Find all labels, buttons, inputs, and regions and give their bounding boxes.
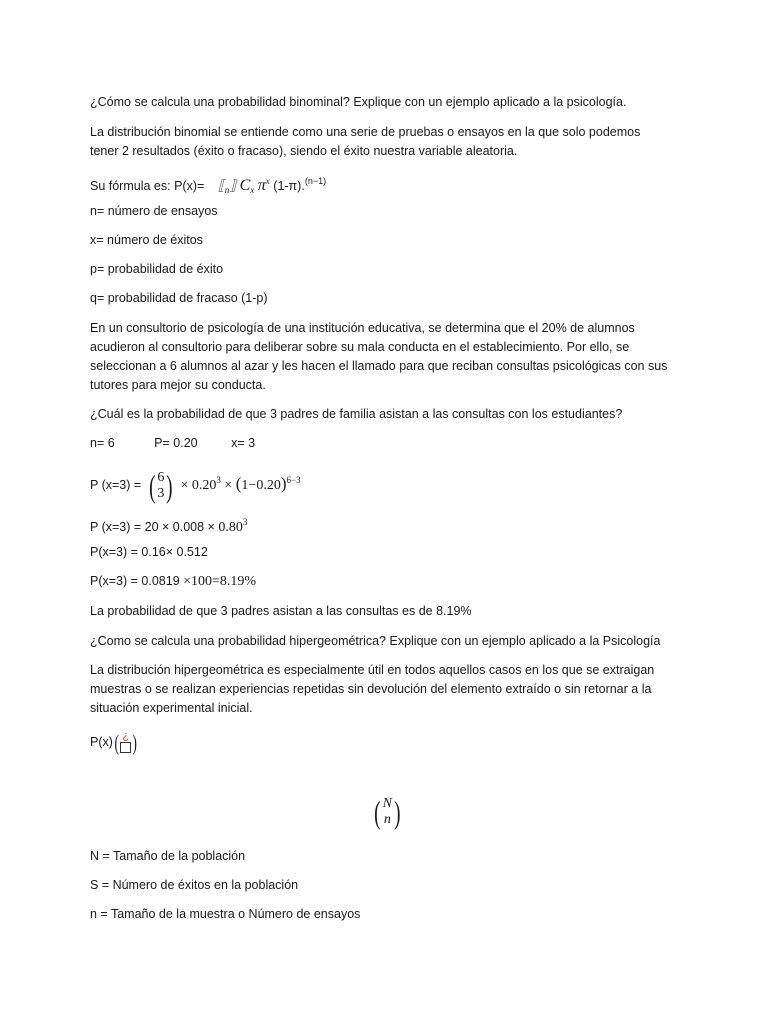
def-sample-size: n = Tamaño de la muestra o Número de ensayos <box>90 907 361 921</box>
def-population-size: N = Tamaño de la población <box>90 849 246 863</box>
calc-step-2: P $(x=3) = 20 \times 0.008 \times 0.80^3$ <box>90 517 248 535</box>
binomial-definition-line-2: tener 2 resultados (éxito o fracaso), siendo el éxito nuestra variable aleatoria. <box>90 144 518 158</box>
binomial-conclusion: La probabilidad de que 3 padres asistan a las consultas es de 8.19% <box>90 604 472 618</box>
hyper-definition-line-3: situación experimental inicial. <box>90 701 253 715</box>
question-hypergeometric-title: ¿Como se calcula una probabilidad hipergeométrica? Explique con un ejemplo aplicado a la Psicología <box>90 634 661 648</box>
example-line-1: En un consultorio de psicología de una institución educativa, se determina que el 20% de alumnos <box>90 321 635 335</box>
var-x-definition: x= número de éxitos <box>90 233 203 247</box>
formula-bracket-close: ⟧ <box>229 179 237 194</box>
formula-bracket-open: ⟦ <box>217 179 225 194</box>
missing-glyph-icon: ¿ <box>122 729 130 742</box>
calc-step-1: P (x=3) = ( 6 3 ) × $0.20^3 \times (1-0.20)^{6-3}$ <box>90 468 301 505</box>
var-p-definition: p= probabilidad de éxito <box>90 262 224 276</box>
example-line-2: acudieron al consultorio para deliberar sobre su mala conducta en el establecimiento. Por ello, se <box>90 340 630 354</box>
hyper-definition-line-2: muestras o se realizan experiencias repetidas sin devolución del elemento extraído o sin retornar a la <box>90 682 652 696</box>
population-sample-binomial: ( N n ) <box>374 794 401 830</box>
placeholder-box-icon <box>120 742 131 753</box>
example-line-4: tutores para mejor su conducta. <box>90 378 266 392</box>
hyper-formula: P(x)( ¿ ) <box>90 729 138 755</box>
binomial-coefficient: ( 6 3 ) <box>148 468 173 505</box>
example-parameters: n= 6 P= 0.20 x= 3 <box>90 436 256 450</box>
example-line-3: seleccionan a 6 alumnos al azar y les hacen el llamado para que reciban consultas psicológicas con sus <box>90 359 668 373</box>
calc-step-4: P(x=3) = 0.0819 ×100=8.19% <box>90 574 257 589</box>
question-binomial-title: ¿Cómo se calcula una probabilidad binominal? Explique con un ejemplo aplicado a la psicología. <box>90 95 627 109</box>
binomial-formula: Su fórmula es: $P(x)= ⟦_n⟧$ $C_x$ $\pi^x$ (1-π).$^{(n-1)}$ <box>90 176 327 195</box>
calc-step-3: P(x=3) = 0.16× 0.512 <box>90 545 208 559</box>
var-n-definition: n= número de ensayos <box>90 204 218 218</box>
example-question: ¿Cuál es la probabilidad de que 3 padres de familia asistan a las consultas con los estudiantes? <box>90 407 623 421</box>
binomial-definition-line-1: La distribución binomial se entiende como una serie de pruebas o ensayos en la que solo podemos <box>90 125 641 139</box>
def-successes-population: S = Número de éxitos en la población <box>90 878 299 892</box>
var-q-definition: q= probabilidad de fracaso (1-p) <box>90 291 268 305</box>
hyper-definition-line-1: La distribución hipergeométrica es especialmente útil en todos aquellos casos en los que se extraigan <box>90 663 655 677</box>
